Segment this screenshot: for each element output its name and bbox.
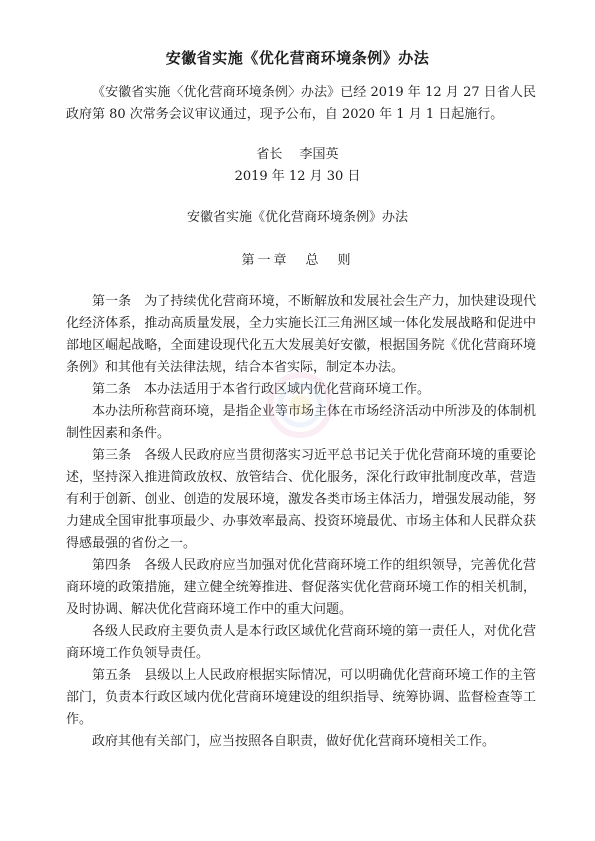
article-paragraph: 政府其他有关部门，应当按照各自职责，做好优化营商环境相关工作。 <box>92 734 496 749</box>
article-paragraph: 第二条 本办法适用于本省行政区域内优化营商环境工作。 <box>92 382 431 397</box>
article-paragraph: 各级人民政府主要负责人是本行政区域优化营商环境的第一责任人，对优化营商环境工作负领导责任。 <box>66 624 536 661</box>
article-paragraph: 第五条 县级以上人民政府根据实际情况，可以明确优化营商环境工作的主管部门，负责本行政区域内优化营商环境建设的组织指导、统筹协调、监督检查等工作。 <box>66 668 536 727</box>
chapter-heading: 第一章 总 则 <box>241 253 354 268</box>
article-paragraph: 第一条 为了持续优化营商环境，不断解放和发展社会生产力，加快建设现代化经济体系，推动高质量发展，全力实施长江三角洲区域一体化发展战略和促进中部地区崛起战略，全面建设现代化五大发展美好安徽，根据国务院《优化营商环境条例》和其他有关法律法规，结合本省实际，制定本办法。 <box>66 294 536 375</box>
date-line: 2019 年 12 月 30 日 <box>234 169 361 184</box>
article-paragraph: 本办法所称营商环境，是指企业等市场主体在市场经济活动中所涉及的体制机制性因素和条件。 <box>66 404 536 441</box>
document-subtitle: 安徽省实施《优化营商环境条例》办法 <box>186 210 408 225</box>
intro-text: 《安徽省实施〈优化营商环境条例〉办法》已经 2019 年 12 月 27 日省人民政府第 80 次常务会议审议通过，现予公布，自 2020 年 1 月 1 日起施行。 <box>66 85 536 122</box>
article-paragraph: 第四条 各级人民政府应当加强对优化营商环境工作的组织领导，完善优化营商环境的政策措施，建立健全统筹推进、督促落实优化营商环境工作的相关机制，及时协调、解决优化营商环境工作中的重大问题。 <box>66 558 536 617</box>
article-paragraph: 第三条 各级人民政府应当贯彻落实习近平总书记关于优化营商环境的重要论述，坚持深入推进简政放权、放管结合、优化服务，深化行政审批制度改革，营造有利于创新、创业、创造的发展环境，激发各类市场主体活力，增强发展动能，努力建成全国审批事项最少、办事效率最高、投资环境最优、市场主体和人民群众获得感最强的省份之一。 <box>66 448 536 551</box>
article-body <box>66 291 536 753</box>
intro-paragraph <box>66 82 536 126</box>
signer-line: 省长 李国英 <box>256 147 339 162</box>
document-title: 安徽省实施《优化营商环境条例》办法 <box>165 49 430 67</box>
